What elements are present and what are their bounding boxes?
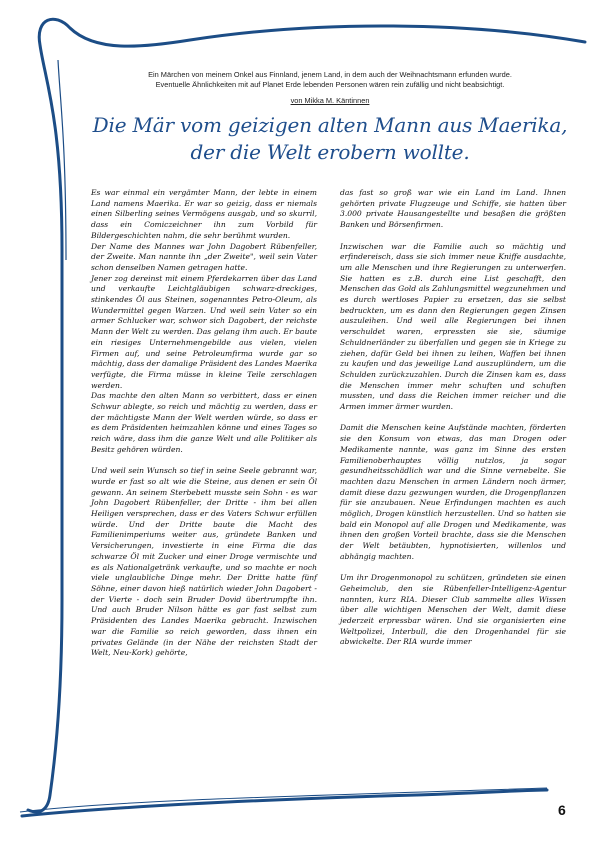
paragraph: Und weil sein Wunsch so tief in seine Seele gebrannt war, wurde er fast so alt wie die Steine, aus denen er sein Öl gewann. An seinem Sterbebett musste sein Sohn - es war John Dagobert Rübenfeller, der Dritte - ihm bei allen Heiligen versprechen, dass er des Vaters Schwur erfüllen würde. Und der Dritte baute die Macht des Familienimperiums weiter aus, gründete Banken und Versicherungen, investierte in eine Firma die das schwarze Öl mit Zucker und einer Droge vermischte und es als Nationalgetränk verkaufte, und so machte er noch viele unglaubliche Dinge mehr. Der Dritte hatte fünf Söhne, einer davon hieß natürlich wieder John Dagobert - der Vierte - doch sein Bruder Dovid übertrumpfte ihn. Und auch Bruder Nilson hätte es gar fast selbst zum Präsidenten des Landes Maerika gebracht. Inzwischen war die Familie so reich geworden, dass ihnen ein privates Gelände (in der Nähe der reichsten Stadt der Welt, Neu-Kork) gehörte, — [91, 466, 317, 658]
intro-line-2: Eventuelle Ähnlichkeiten mit auf Planet Erde lebenden Personen wären rein zufällig und nicht beabsichtigt. — [155, 80, 505, 89]
paragraph: Inzwischen war die Familie auch so mächtig und erfindereisch, dass sie sich immer neue Kniffe ausdachte, um alle Menschen und ihre Regierungen zu unterwerfen. Sie hatten es z.B. durch eine List geschafft, den Menschen das Gold als Zahlungsmittel wegzunehmen und es durch wertloses Papier zu ersetzen, das sie selbst bedruckten, um es dann den Regierungen gegen Zinsen auszuleihen. Und weil alle Regierungen bei ihnen verschuldet waren, erpressten sie sie, säumige Schuldnerländer zu überfallen und gegen sie in Kriege zu ziehen, dafür Geld bei ihnen zu leihen, Waffen bei ihnen zu kaufen und das jeweilige Land auszuplündern, um die Schulden zurückzuzahlen. Durch die Zinsen kam es, dass die Menschen immer mehr schuften und schuften mussten, und dass die Reichen immer reicher und die Armen immer ärmer wurden. — [340, 241, 566, 412]
article-title — [70, 112, 590, 166]
title-line-1: Die Mär vom geizigen alten Mann aus Maerika, — [92, 113, 568, 137]
intro-line-1: Ein Märchen von meinem Onkel aus Finnland, jenem Land, in dem auch der Weihnachtsmann erfunden wurde. — [148, 70, 512, 79]
author-byline — [90, 96, 570, 105]
title-line-2: der die Welt erobern wollte. — [190, 140, 470, 164]
right-column — [340, 188, 566, 659]
paragraph: Damit die Menschen keine Aufstände machten, förderten sie den Konsum von etwas, das man Drogen oder Medikamente nannte, was ganz im Sinne des ersten Familienoberhauptes völlig nutzlos, ja sogar gesundheitsschädlich war und die Sinne vernebelte. Sie machten dazu Menschen in armen Ländern noch ärmer, damit diese dazu gezwungen wurden, die Drogenpflanzen für sie anzubauen. Neue Erfindungen machten es auch möglich, Drogen künstlich herzustellen. Und so hatten sie bald ein Monopol auf alle Drogen und Medikamente, was ihnen den großen Vorteil brachte, dass sie die Menschen der Welt betäubten, hypnotisierten, willenlos und abhängig machten. — [340, 423, 566, 561]
left-column — [91, 188, 317, 670]
intro-note — [90, 70, 570, 90]
paragraph: Der Name des Mannes war John Dagobert Rübenfeller, der Zweite. Man nannte ihn „der Zweite", weil sein Vater schon denselben Namen getragen hatte. — [91, 241, 317, 272]
paragraph: Um ihr Drogenmonopol zu schützen, gründeten sie einen Geheimclub, den sie Rübenfeller-Intelligenz-Agentur nannten, kurz RIA. Dieser Club sammelte alles Wissen über alle wichtigen Menschen der Welt, damit diese jederzeit erpressbar wären. Und sie organisierten eine Weltpolizei, Interbull, die den Drogenhandel für sie abwickelte. Der RIA wurde immer — [340, 573, 566, 647]
author-name: von Mikka M. Käntinnen — [290, 96, 370, 105]
page-number: 6 — [558, 802, 566, 818]
paragraph: Jener zog dereinst mit einem Pferdekarren über das Land und verkaufte Leichtgläubigen schwarz-dreckiges, stinkendes Öl aus Steinen, sogenanntes Petro-Oleum, als Wundermittel gegen Warzen. Und weil sein Vater so ein armer Schlucker war, schwor sich Dagobert, der reichste Mann der Welt zu werden. Das gelang ihm auch. Er baute ein riesiges Unternehmengebilde aus vielen, vielen Firmen auf, und seine Petroleumfirma wurde gar so mächtig, dass der damalige Präsident des Landes Maerika verfügte, die Firma müsse in kleine Teile zerschlagen werden. — [91, 273, 317, 390]
paragraph: Das machte den alten Mann so verbittert, dass er einen Schwur ablegte, so reich und mächtig zu werden, dass er der mächtigste Mann der Welt werden würde, so dass er es dem Präsidenten heimzahlen könne und eines Tages so reich wäre, dass ihm die ganze Welt und alle Politiker als Besitz gehören würden. — [91, 391, 317, 454]
paragraph: das fast so groß war wie ein Land im Land. Ihnen gehörten private Flugzeuge und Schiffe, sie hatten über 3.000 private Hausangestellte und besaßen die größten Banken und Börsenfirmen. — [340, 188, 566, 230]
paragraph: Es war einmal ein vergämter Mann, der lebte in einem Land namens Maerika. Er war so geizig, dass er niemals einen Silberling seines Vermögens ausgab, und so skurril, dass ein Comiczeichner ihn zum Vorbild für Bildergeschichten nahm, die sehr berühmt wurden. — [91, 188, 317, 240]
